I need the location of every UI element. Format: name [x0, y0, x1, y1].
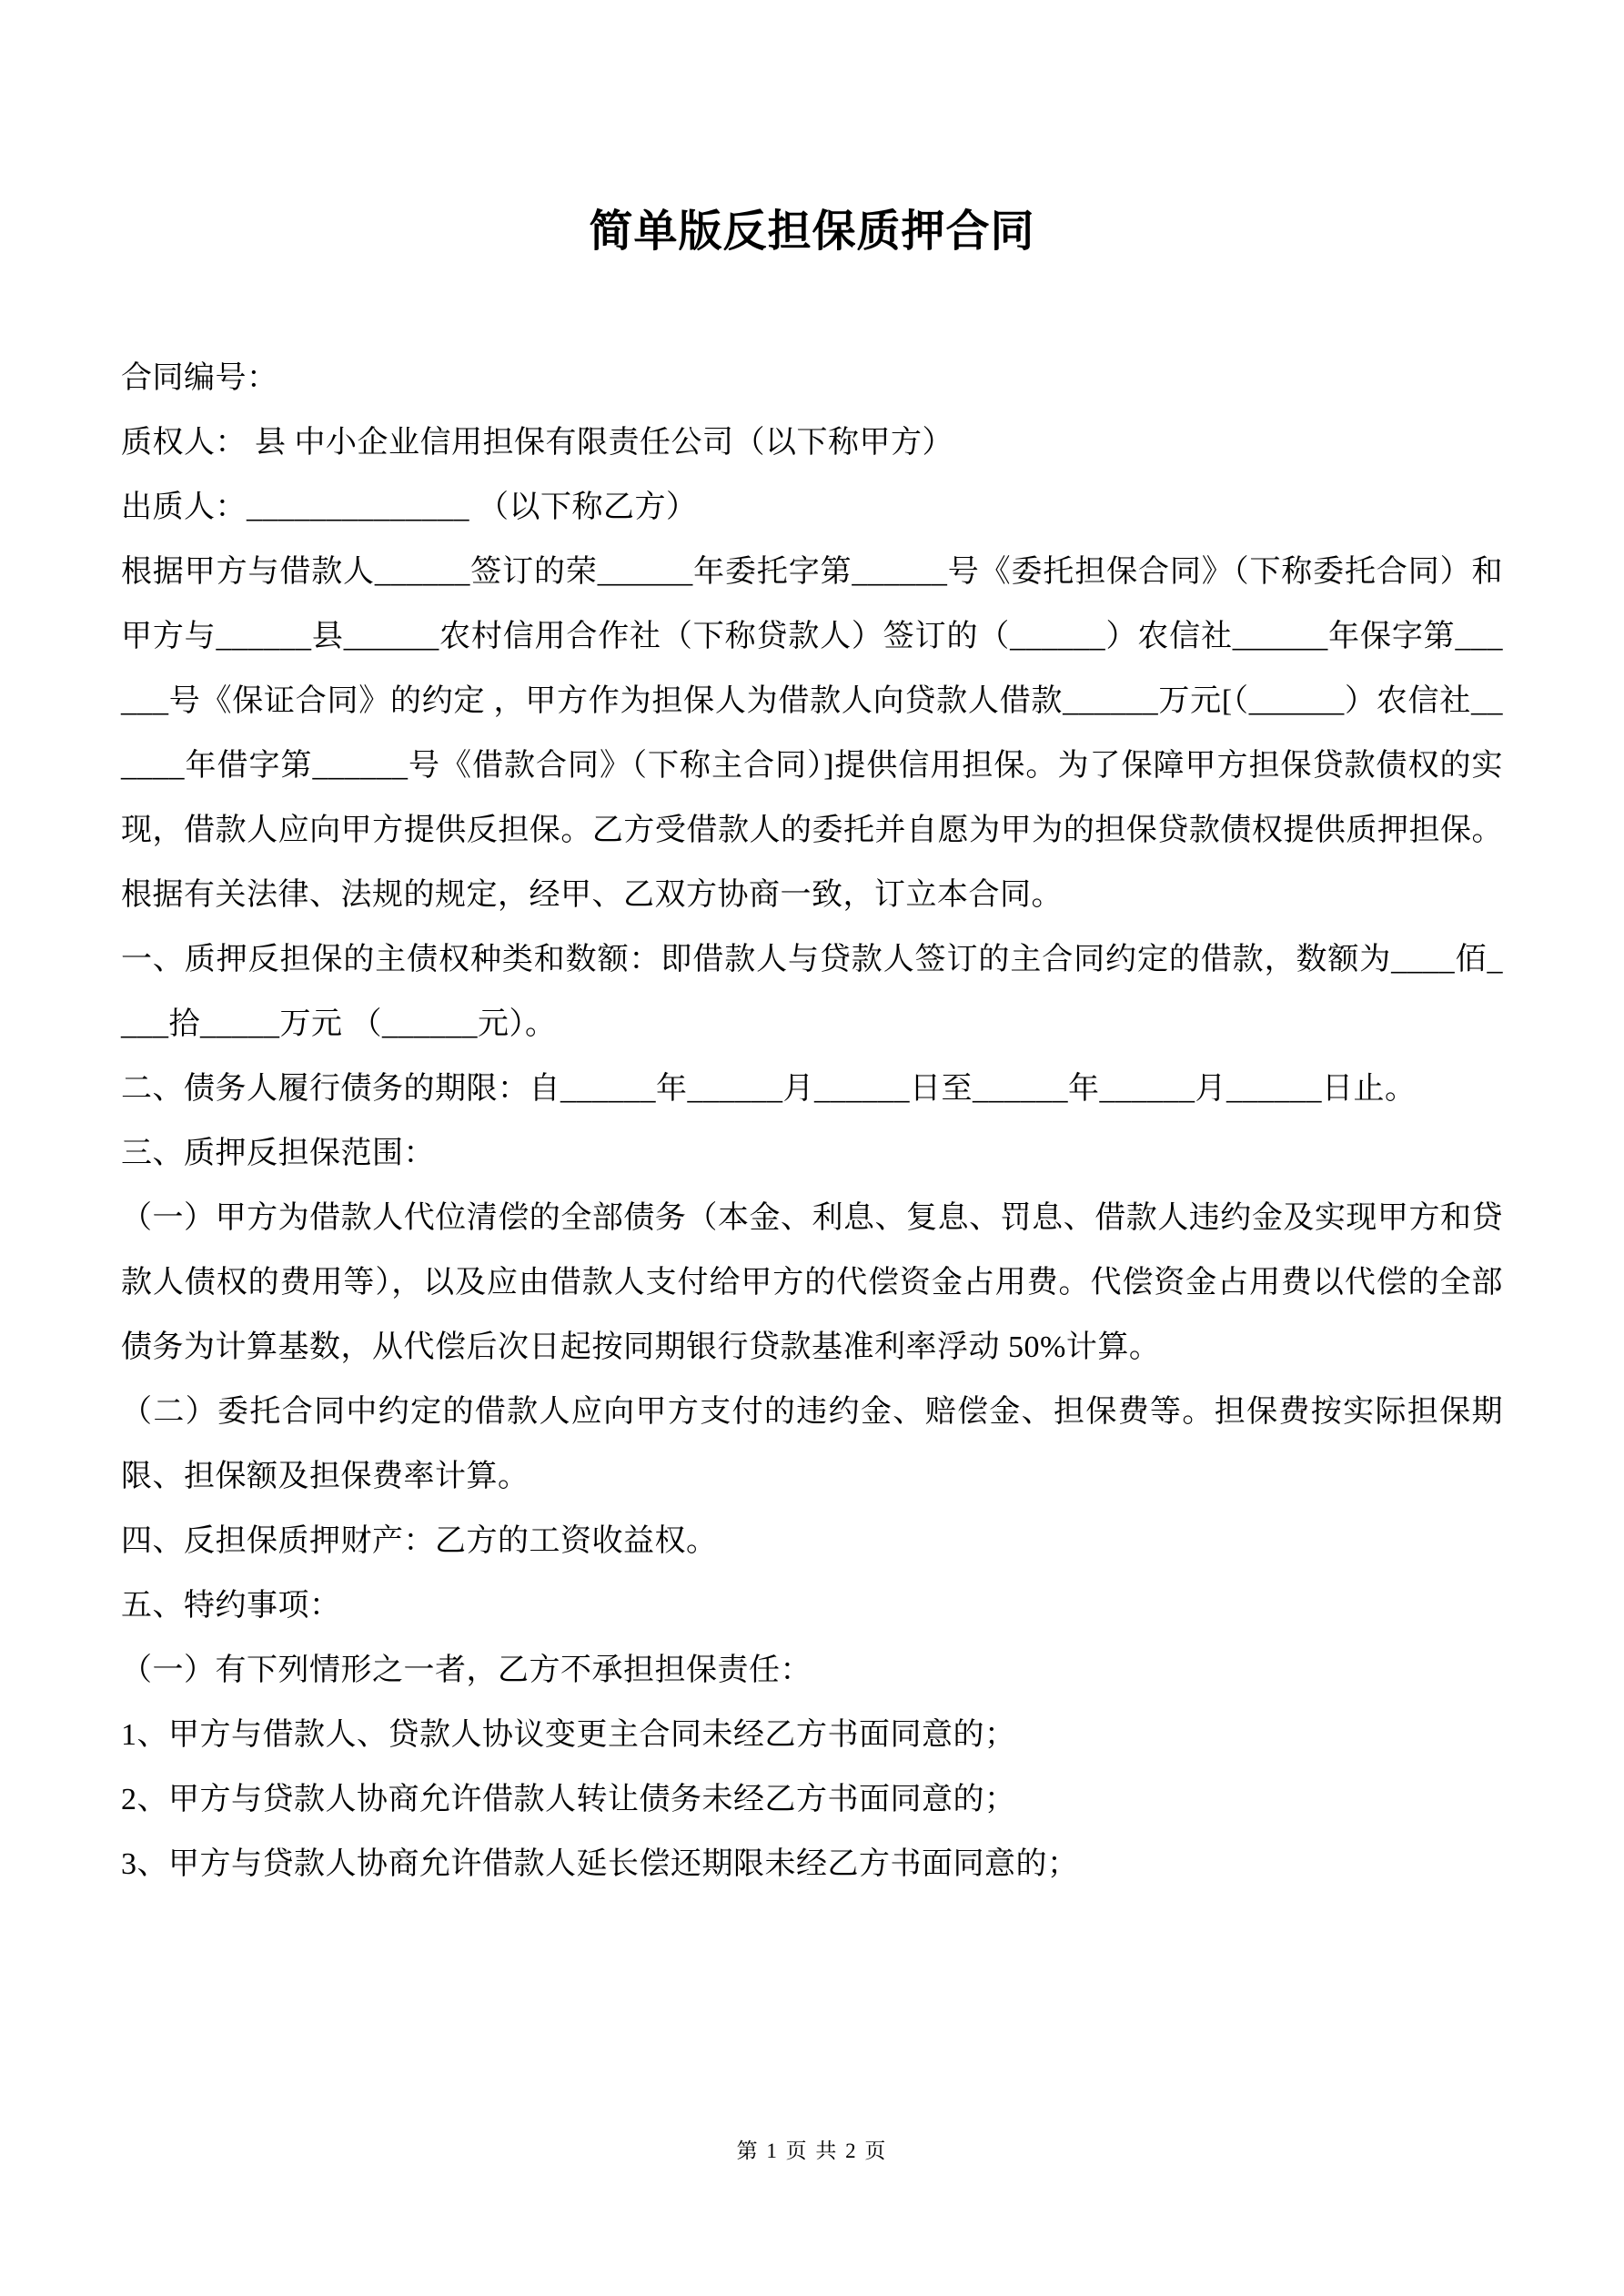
clause-3-item-2: （二）委托合同中约定的借款人应向甲方支付的违约金、赔偿金、担保费等。担保费按实际担保期限、担保额及担保费率计算。 [121, 1395, 1503, 1493]
exemption-condition-1: 1、甲方与借款人、贷款人协议变更主合同未经乙方书面同意的； [121, 1718, 1016, 1752]
pledgor-line: 出质人：______________ （以下称乙方） [121, 491, 698, 524]
document-body [121, 346, 1503, 1896]
exemption-condition-2: 2、甲方与贷款人协商允许借款人转让债务未经乙方书面同意的； [121, 1783, 1016, 1816]
clause-1-debt-type: 一、质押反担保的主债权种类和数额：即借款人与贷款人签订的主合同约定的借款，数额为____佰____拾_____万元 （______元）。 [121, 943, 1503, 1041]
pledgee-line: 质权人： 县 中小企业信用担保有限责任公司（以下称甲方） [121, 426, 953, 460]
page-number-footer: 第 1 页 共 2 页 [736, 2139, 888, 2162]
clause-5-item-1-intro: （一）有下列情形之一者，乙方不承担担保责任： [121, 1654, 812, 1687]
clause-3-item-1: （一）甲方为借款人代位清偿的全部债务（本金、利息、复息、罚息、借款人违约金及实现甲方和贷款人债权的费用等），以及应由借款人支付给甲方的代偿资金占用费。代偿资金占用费以代偿的全部债务为计算基数，从代偿后次日起按同期银行贷款基准利率浮动 50%计算。 [121, 1201, 1503, 1364]
clause-4-pledged-property: 四、反担保质押财产：乙方的工资收益权。 [121, 1524, 718, 1558]
clause-5-special-terms: 五、特约事项： [121, 1589, 341, 1623]
clause-3-scope-heading: 三、质押反担保范围： [121, 1137, 435, 1170]
exemption-condition-3: 3、甲方与贷款人协商允许借款人延长偿还期限未经乙方书面同意的； [121, 1847, 1079, 1881]
contract-number-line: 合同编号： [121, 361, 278, 395]
preamble-paragraph: 根据甲方与借款人______签订的荣______年委托字第______号《委托担保合同》（下称委托合同）和甲方与______县______农村信用合作社（下称贷款人）签订的（______）农信社______年保字第______号《保证合同》的约定 ，甲方作为担保人为借款人向贷款人借款______万元[（______）农信社______年借字第______号《借款合同》（下称主合同）]提供信用担保。为了保障甲方担保贷款债权的实现，借款人应向甲方提供反担保。乙方受借款人的委托并自愿为甲为的担保贷款债权提供质押担保。根据有关法律、法规的规定，经甲、乙双方协商一致，订立本合同。 [121, 555, 1503, 912]
document-title: 简单版反担保质押合同 [589, 207, 1035, 256]
clause-2-term: 二、债务人履行债务的期限：自______年______月______日至______年______月______日止。 [121, 1072, 1417, 1106]
